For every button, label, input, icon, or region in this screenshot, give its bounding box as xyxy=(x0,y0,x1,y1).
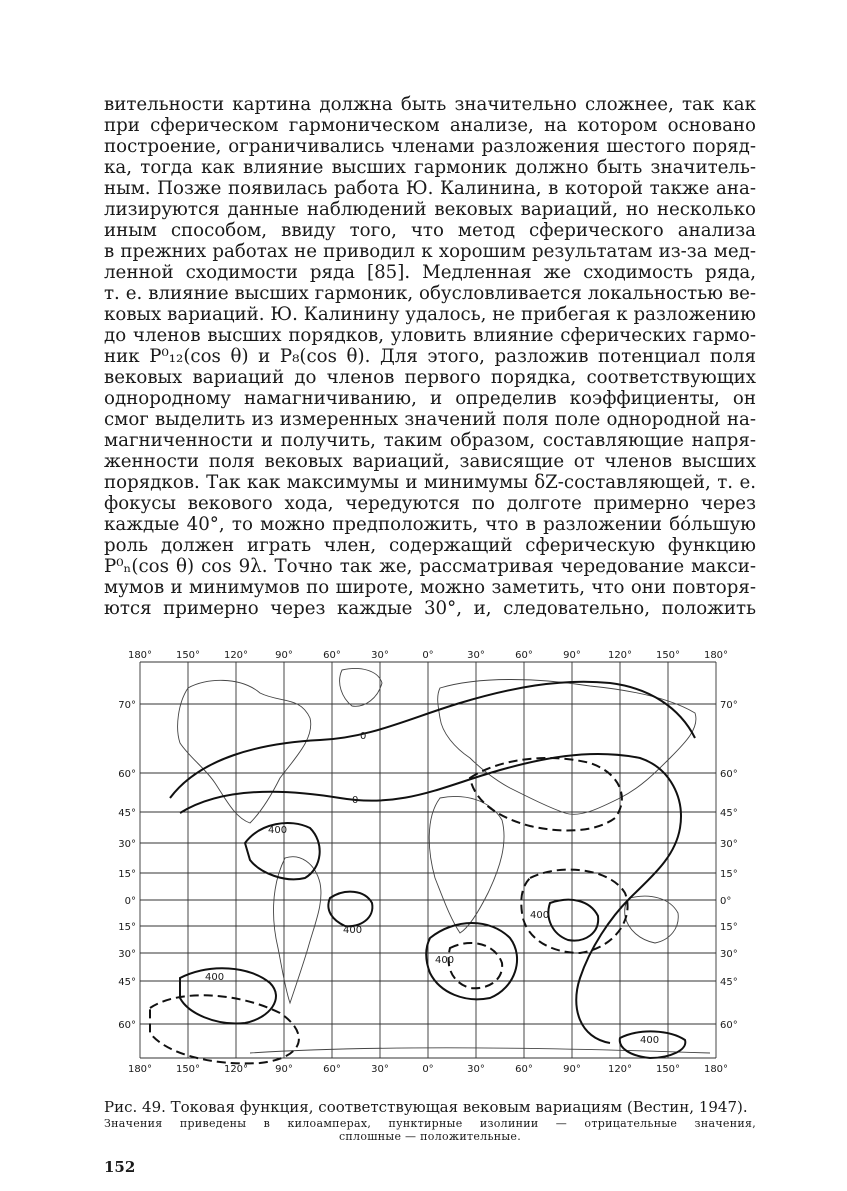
australia-outline xyxy=(625,896,679,943)
top-longitude-labels xyxy=(128,650,728,661)
text-line: роль должен играть член, содержащий сферическую функцию xyxy=(104,535,756,556)
axis-label: 15° xyxy=(118,922,136,933)
text-line: магниченности и получить, таким образом, составляющие напря- xyxy=(104,430,756,451)
axis-label: 70° xyxy=(118,700,136,711)
contour-400-atlantic xyxy=(328,892,372,927)
contour-label: 0 xyxy=(360,731,367,742)
axis-label: 150° xyxy=(655,650,681,661)
axis-label: 30° xyxy=(118,839,136,850)
axis-label: 0° xyxy=(422,1064,434,1075)
axis-label: 30° xyxy=(467,1064,485,1075)
figure-caption-note xyxy=(104,1117,756,1143)
contour-label: 400 xyxy=(343,925,363,936)
contour-label: 400 xyxy=(530,910,550,921)
text-line: при сферическом гармоническом анализе, на котором основано xyxy=(104,115,756,136)
axis-label: 30° xyxy=(371,1064,389,1075)
axis-label: 30° xyxy=(371,650,389,661)
dashed-contour-asia xyxy=(470,758,622,831)
axis-label: 15° xyxy=(720,922,738,933)
axis-label: 90° xyxy=(275,1064,293,1075)
text-line: женности поля вековых вариаций, зависящие от членов высших xyxy=(104,451,756,472)
axis-label: 120° xyxy=(607,650,633,661)
axis-label: 150° xyxy=(175,1064,201,1075)
text-line: ка, тогда как влияние высших гармоник должно быть значитель- xyxy=(104,157,756,178)
text-line: каждые 40°, то можно предположить, что в разложении бо́льшую xyxy=(104,514,756,535)
text-line: смог выделить из измеренных значений поля поле однородной на- xyxy=(104,409,756,430)
axis-label: 180° xyxy=(127,1064,153,1075)
axis-label: 30° xyxy=(467,650,485,661)
contour-label: 400 xyxy=(640,1035,660,1046)
axis-label: 30° xyxy=(118,949,136,960)
axis-label: 60° xyxy=(720,769,738,780)
text-line: до членов высших порядков, уловить влияние сферических гармо- xyxy=(104,325,756,346)
map-grid xyxy=(140,662,716,1058)
text-line: иным способом, ввиду того, что метод сферического анализа xyxy=(104,220,756,241)
current-function-map xyxy=(110,648,746,1076)
greenland-outline xyxy=(340,669,382,707)
caption-note-line: сплошные — положительные. xyxy=(338,1130,522,1143)
axis-label: 60° xyxy=(323,1064,341,1075)
axis-label: 0° xyxy=(720,896,732,907)
axis-label: 45° xyxy=(720,977,738,988)
contour-400-indian xyxy=(548,900,598,941)
bottom-longitude-labels xyxy=(128,1064,728,1075)
axis-label: 180° xyxy=(703,650,729,661)
axis-label: 60° xyxy=(720,1020,738,1031)
text-line: построение, ограничивались членами разложения шестого поряд- xyxy=(104,136,756,157)
axis-label: 60° xyxy=(118,769,136,780)
axis-label: 60° xyxy=(515,1064,533,1075)
text-line: P⁰ₙ(cos θ) cos 9λ. Точно так же, рассматривая чередование макси- xyxy=(104,556,756,577)
dashed-contour-southpacific xyxy=(150,995,299,1063)
axis-label: 180° xyxy=(127,650,153,661)
text-line: вительности картина должна быть значительно сложнее, так как xyxy=(104,94,756,115)
text-line: ным. Позже появилась работа Ю. Калинина, в которой также ана- xyxy=(104,178,756,199)
axis-label: 30° xyxy=(720,949,738,960)
axis-label: 45° xyxy=(118,808,136,819)
text-line: ленной сходимости ряда [85]. Медленная же сходимость ряда, xyxy=(104,262,756,283)
text-line: в прежних работах не приводил к хорошим результатам из-за мед- xyxy=(104,241,756,262)
axis-label: 180° xyxy=(703,1064,729,1075)
axis-label: 15° xyxy=(720,869,738,880)
contours-negative xyxy=(150,758,628,1063)
axis-label: 90° xyxy=(275,650,293,661)
axis-label: 60° xyxy=(515,650,533,661)
text-line: ковых вариаций. Ю. Калинину удалось, не прибегая к разложению xyxy=(104,304,756,325)
axis-label: 60° xyxy=(118,1020,136,1031)
axis-label: 45° xyxy=(118,977,136,988)
figure-caption: Рис. 49. Токовая функция, соответствующая вековым вариациям (Вестин, 1947). xyxy=(104,1098,748,1116)
axis-label: 120° xyxy=(223,1064,249,1075)
caption-note-line: Значения приведены в килоамперах, пунктирные изолинии — отрицательные значения, xyxy=(104,1117,756,1130)
text-line: фокусы векового хода, чередуются по долготе примерно через xyxy=(104,493,756,514)
africa-outline xyxy=(429,796,504,933)
axis-label: 150° xyxy=(175,650,201,661)
text-line: лизируются данные наблюдений вековых вариаций, но несколько xyxy=(104,199,756,220)
axis-label: 30° xyxy=(720,839,738,850)
contour-value-labels xyxy=(205,731,659,1046)
dashed-contour-southatl xyxy=(449,943,503,988)
contour-label: 0 xyxy=(352,795,359,806)
coastlines xyxy=(178,669,710,1053)
contour-label: 400 xyxy=(268,825,288,836)
contour-label: 400 xyxy=(205,972,225,983)
axis-label: 60° xyxy=(323,650,341,661)
text-line: мумов и минимумов по широте, можно заметить, что они повторя- xyxy=(104,577,756,598)
text-line: ник P⁰₁₂(cos θ) и P₈(cos θ). Для этого, разложив потенциал поля xyxy=(104,346,756,367)
text-line: порядков. Так как максимумы и минимумы δZ-составляющей, т. е. xyxy=(104,472,756,493)
axis-label: 90° xyxy=(563,1064,581,1075)
axis-label: 150° xyxy=(655,1064,681,1075)
page-number: 152 xyxy=(104,1158,136,1176)
left-latitude-labels xyxy=(118,700,136,1031)
world-map-figure xyxy=(110,648,746,1076)
axis-label: 120° xyxy=(223,650,249,661)
text-line: т. е. влияние высших гармоник, обусловливается локальностью ве- xyxy=(104,283,756,304)
axis-label: 70° xyxy=(720,700,738,711)
axis-label: 120° xyxy=(607,1064,633,1075)
axis-label: 15° xyxy=(118,869,136,880)
right-latitude-labels xyxy=(720,700,738,1031)
axis-label: 0° xyxy=(422,650,434,661)
text-line: вековых вариаций до членов первого порядка, соответствующих xyxy=(104,367,756,388)
antarctica-outline xyxy=(250,1048,710,1053)
text-line: однородному намагничиванию, и определив коэффициенты, он xyxy=(104,388,756,409)
body-text xyxy=(104,94,756,619)
axis-label: 45° xyxy=(720,808,738,819)
axis-label: 0° xyxy=(124,896,136,907)
contour-label: 400 xyxy=(435,955,455,966)
text-line: ются примерно через каждые 30°, и, следовательно, положить xyxy=(104,598,756,619)
axis-label: 90° xyxy=(563,650,581,661)
zero-contour-mid xyxy=(180,754,681,1043)
